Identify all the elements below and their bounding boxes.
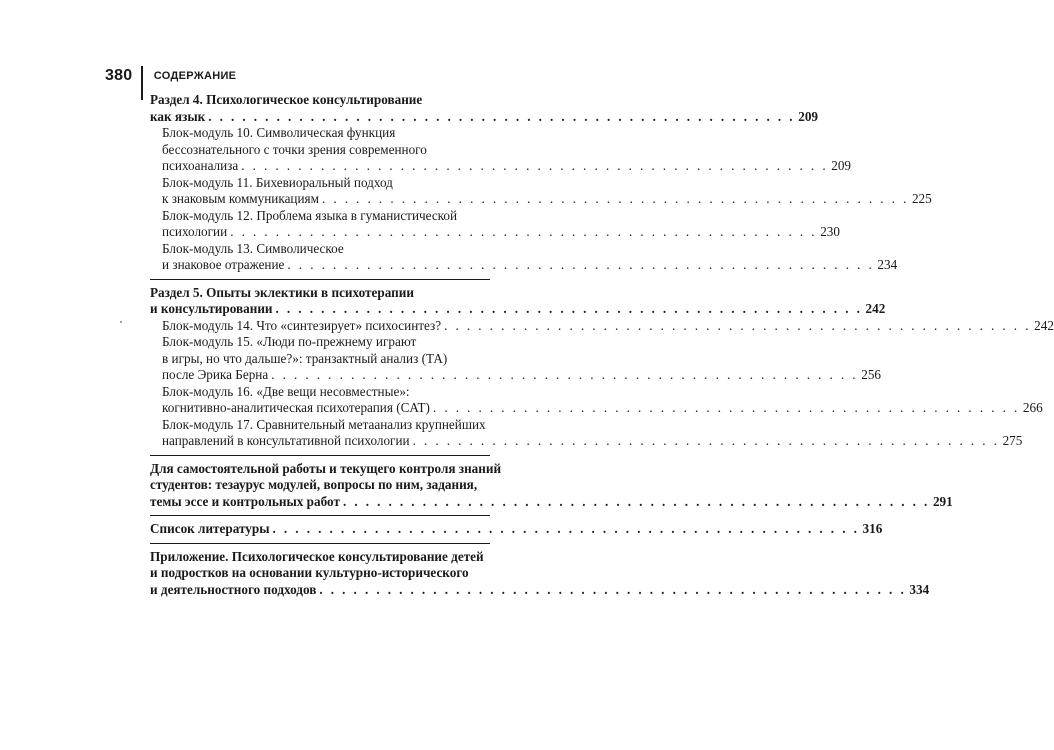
leader-dots: . . . . . . . . . . . . . . . . . . . . . . . . . . . . . . . . . . . . . . . . . . . . . . . . . . . .: [241, 158, 829, 173]
module-entry-text: к знаковым коммуникациям: [162, 191, 319, 206]
section-title-text: Раздел 5. Опыты эклектики в психотерапии: [150, 284, 414, 300]
module-entry-line: [150, 175, 490, 192]
section-title-line: [150, 92, 490, 109]
module-entry-line: [150, 433, 1023, 450]
module-entry-text: Блок-модуль 17. Сравнительный метаанализ крупнейших: [162, 416, 486, 432]
module-entry-text: когнитивно-аналитическая психотерапия (CAT): [162, 400, 430, 415]
page-ref: 234: [877, 257, 898, 272]
leader-dots: . . . . . . . . . . . . . . . . . . . . . . . . . . . . . . . . . . . . . . . . . . . . . . . . . . . .: [271, 367, 858, 382]
section-title-text: и деятельностного подходов: [150, 581, 317, 597]
module-entry-line: [150, 317, 1054, 335]
page-ref: 275: [1002, 433, 1023, 448]
page-ref: 225: [911, 191, 932, 206]
page-ref: 242: [865, 301, 886, 316]
module-entry-line: [150, 208, 490, 225]
leader-dots: . . . . . . . . . . . . . . . . . . . . . . . . . . . . . . . . . . . . . . . . . . . . . . . . . . . .: [432, 400, 1020, 415]
module-entry-line: [150, 125, 490, 142]
leader-dots: . . . . . . . . . . . . . . . . . . . . . . . . . . . . . . . . . . . . . . . . . . . . . . . . . . . .: [275, 301, 863, 316]
section-title-text: студентов: тезаурус модулей, вопросы по ним, задания,: [150, 477, 478, 492]
page-ref: 316: [862, 521, 883, 536]
section-title-line: [150, 565, 490, 582]
module-entry-line: [150, 224, 840, 241]
module-entry-text: психоанализа: [162, 158, 239, 173]
section-title-text: Приложение. Психологическое консультирование детей: [150, 548, 484, 564]
section-title-text: как язык: [150, 108, 206, 124]
margin-speck: [120, 321, 122, 323]
page-ref: 266: [1022, 400, 1043, 415]
page-ref: 209: [798, 108, 818, 124]
module-entry-text: в игры, но что дальше?»: транзактный анализ (ТА): [162, 350, 448, 366]
module-entry-line: [150, 257, 898, 274]
leader-dots: . . . . . . . . . . . . . . . . . . . . . . . . . . . . . . . . . . . . . . . . . . . . . . . . . . . .: [272, 521, 860, 536]
module-entry-text: Блок-модуль 16. «Две вещи несовместные»:: [162, 383, 410, 399]
section-title-line: [150, 581, 930, 599]
module-entry-line: [150, 400, 1043, 417]
module-entry-text: бессознательного с точки зрения современного: [162, 141, 427, 157]
module-entry-line: [150, 158, 852, 175]
section-title-text: Раздел 4. Психологическое консультирование: [150, 92, 423, 107]
section-title-line: [150, 460, 502, 478]
section-title-line: [150, 477, 490, 494]
header-divider: [141, 66, 143, 100]
module-entry-text: Блок-модуль 14. Что «синтезирует» психосинтез?: [162, 317, 442, 333]
toc-section: [150, 521, 883, 544]
module-entry-text: после Эрика Берна: [162, 367, 269, 382]
module-entry-text: Блок-модуль 15. «Люди по-прежнему играют: [162, 334, 417, 349]
module-entry-text: психологии: [162, 224, 228, 239]
page-number: 380: [105, 67, 133, 84]
section-title-text: и консультировании: [150, 301, 273, 316]
section-title-text: и подростков на основании культурно-исторического: [150, 565, 469, 580]
module-entry-line: [150, 191, 932, 208]
leader-dots: . . . . . . . . . . . . . . . . . . . . . . . . . . . . . . . . . . . . . . . . . . . . . . . . . . . .: [342, 493, 930, 509]
module-entry-line: [150, 417, 490, 434]
module-entry-line: [150, 367, 881, 384]
module-entry-line: [150, 142, 490, 159]
toc-section: [150, 460, 953, 517]
module-entry-text: Блок-модуль 13. Символическое: [162, 240, 344, 256]
module-entry-text: и знаковое отражение: [162, 257, 285, 272]
page-ref: 334: [909, 581, 930, 597]
page-ref: 291: [932, 493, 953, 509]
section-title-line: [150, 549, 490, 566]
section-title-line: [150, 301, 886, 318]
toc-section: [150, 92, 932, 280]
module-entry-line: [150, 334, 490, 351]
leader-dots: . . . . . . . . . . . . . . . . . . . . . . . . . . . . . . . . . . . . . . . . . . . . . . . . . . . .: [412, 433, 1000, 448]
section-title-text: темы эссе и контрольных работ: [150, 493, 340, 509]
module-entry-text: Блок-модуль 10. Символическая функция: [162, 125, 396, 140]
leader-dots: . . . . . . . . . . . . . . . . . . . . . . . . . . . . . . . . . . . . . . . . . . . . . . . . . . . .: [319, 581, 907, 597]
leader-dots: . . . . . . . . . . . . . . . . . . . . . . . . . . . . . . . . . . . . . . . . . . . . . . . . . . . .: [321, 191, 909, 206]
section-title-text: Список литературы: [150, 521, 270, 536]
module-entry-text: Блок-модуль 11. Бихевиоральный подход: [162, 174, 393, 190]
page-ref: 242: [1034, 317, 1054, 333]
section-title-text: Для самостоятельной работы и текущего контроля знаний: [150, 460, 502, 476]
module-entry-line: [150, 241, 490, 258]
module-entry-line: [150, 384, 490, 401]
section-title-line: [150, 493, 953, 511]
page-ref: 209: [831, 158, 852, 173]
toc-section: [150, 284, 1054, 456]
leader-dots: . . . . . . . . . . . . . . . . . . . . . . . . . . . . . . . . . . . . . . . . . . . . . . . . . . . .: [287, 257, 875, 272]
leader-dots: . . . . . . . . . . . . . . . . . . . . . . . . . . . . . . . . . . . . . . . . . . . . . . . . . . . .: [208, 108, 795, 124]
running-title: СОДЕРЖАНИЕ: [153, 70, 237, 82]
module-entry-text: Блок-модуль 12. Проблема языка в гуманистической: [162, 207, 458, 223]
leader-dots: . . . . . . . . . . . . . . . . . . . . . . . . . . . . . . . . . . . . . . . . . . . . . . . . . . . .: [230, 224, 817, 239]
section-title-line: [150, 285, 490, 302]
page-ref: 230: [820, 224, 840, 239]
section-title-line: [150, 108, 818, 126]
module-entry-line: [150, 351, 490, 368]
page-ref: 256: [861, 367, 881, 382]
table-of-contents: [150, 92, 1054, 608]
section-title-line: [150, 521, 883, 538]
module-entry-text: направлений в консультативной психологии: [162, 433, 410, 448]
leader-dots: . . . . . . . . . . . . . . . . . . . . . . . . . . . . . . . . . . . . . . . . . . . . . . . . . . . .: [444, 317, 1031, 333]
toc-section: [150, 548, 930, 604]
